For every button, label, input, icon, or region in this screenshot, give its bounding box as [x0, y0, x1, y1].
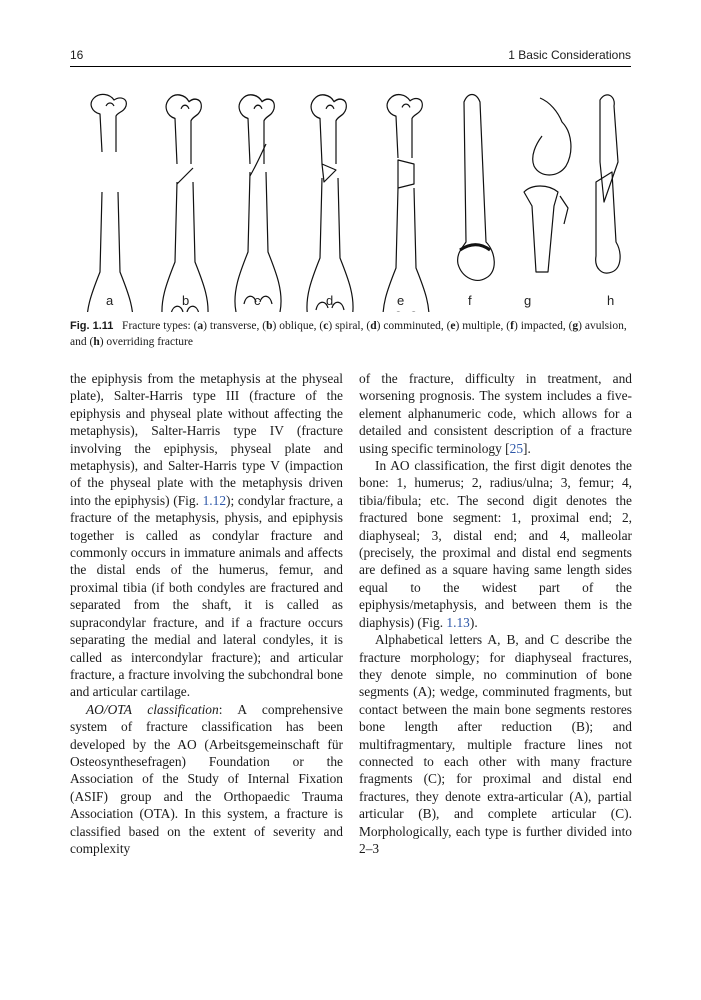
fracture-types-figure	[70, 82, 632, 312]
figure-label-c: c	[254, 293, 261, 308]
bone-e	[383, 95, 429, 312]
bone-a	[87, 94, 133, 312]
bone-c	[235, 95, 281, 312]
figure-caption: Fig. 1.11 Fracture types: (a) transverse, (b) oblique, (c) spiral, (d) comminuted, (e) multiple, (f) impacted, (g) avulsion, and (h) overriding fracture	[70, 320, 627, 348]
section-title: 1 Basic Considerations	[508, 48, 631, 62]
bone-g	[524, 98, 571, 272]
paragraph: Alphabetical letters A, B, and C describe the fracture morphology; for diaphyseal fractures, they denote simple, no comminution of bone segments (A); wedge, comminuted fragments, but contact between the main bone segments restores bone length after reduction (B); and multifragmentary, multiple fracture lines not connected to each other with many fracture fragments (C); for proximal and distal end fractures, they denote extra-articular (A), partial articular (B), and complete articular (C). Morphologically, each type is further divided into 2–3	[359, 632, 632, 856]
figure-label-d: d	[326, 293, 334, 308]
figure-label-h: h	[607, 293, 615, 308]
figure-label-b: b	[182, 293, 190, 308]
bone-f	[458, 95, 495, 281]
bone-h	[596, 95, 620, 273]
left-column	[70, 370, 343, 857]
page-number: 16	[70, 48, 84, 62]
paragraph: the epiphysis from the metaphysis at the physeal plate), Salter-Harris type III (fracture of the epiphysis and physeal plate without affecting the metaphysis), Salter-Harris type IV (fracture involving the epiphysis, physeal plate and metaphysis), and Salter-Harris type V (impaction of the physeal plate with the metaphysis driven into the epiphysis) (Fig. 1.12); condylar fracture, a fracture of the metaphysis, physis, and epiphysis together is called as condylar fracture and commonly occurs in immature animals and affects the distal ends of the humerus, femur, and proximal tibia (if both condyles are fractured and separated from the shaft, it is called as supracondylar fracture, and if a fracture occurs separating the medial and lateral condyles, it is called as intercondylar fracture); and articular fracture, a fracture involving the subchondral bone and articular cartilage.	[70, 371, 343, 700]
fracture-illustration	[70, 82, 632, 312]
bone-b	[162, 95, 208, 312]
paragraph: of the fracture, difficulty in treatment, and worsening prognosis. The system includes a five-element alphanumeric code, which allows for a detailed and consistent description of a fracture using specific terminology [25].	[359, 371, 632, 456]
figure-label-a: a	[106, 293, 114, 308]
figure-reference-link[interactable]: 1.12	[202, 492, 227, 508]
paragraph: In AO classification, the first digit denotes the bone: 1, humerus; 2, radius/ulna; 3, femur; 4, tibia/fibula; etc. The second digit denotes the fractured bone segment: 1, proximal end; 2, diaphyseal; 3, distal end; and 4, malleolar (precisely, the proximal and distal end segments are defined as a square having same length sides equal to the widest part of the epiphysis/metaphysis, and between them is the diaphysis) (Fig. 1.13).	[359, 458, 632, 630]
figure-label-e: e	[397, 293, 405, 308]
figure-caption-label: Fig. 1.11	[70, 320, 114, 332]
right-column	[359, 370, 632, 857]
figure-reference-link[interactable]: 1.13	[446, 614, 470, 630]
bone-d	[307, 95, 353, 312]
citation-link[interactable]: 25	[509, 440, 524, 456]
figure-label-g: g	[524, 293, 532, 308]
figure-label-f: f	[468, 293, 472, 308]
running-header	[70, 46, 631, 67]
paragraph: AO/OTA classification: A comprehensive system of fracture classification has been developed by the AO (Arbeitsgemeinschaft für Osteosynthesefragen) Foundation or the Association of the Study of Internal Fixation (ASIF) group and the Orthopaedic Trauma Association (OTA). In this system, a fracture is classified based on the extent of severity and complexity	[70, 701, 343, 856]
